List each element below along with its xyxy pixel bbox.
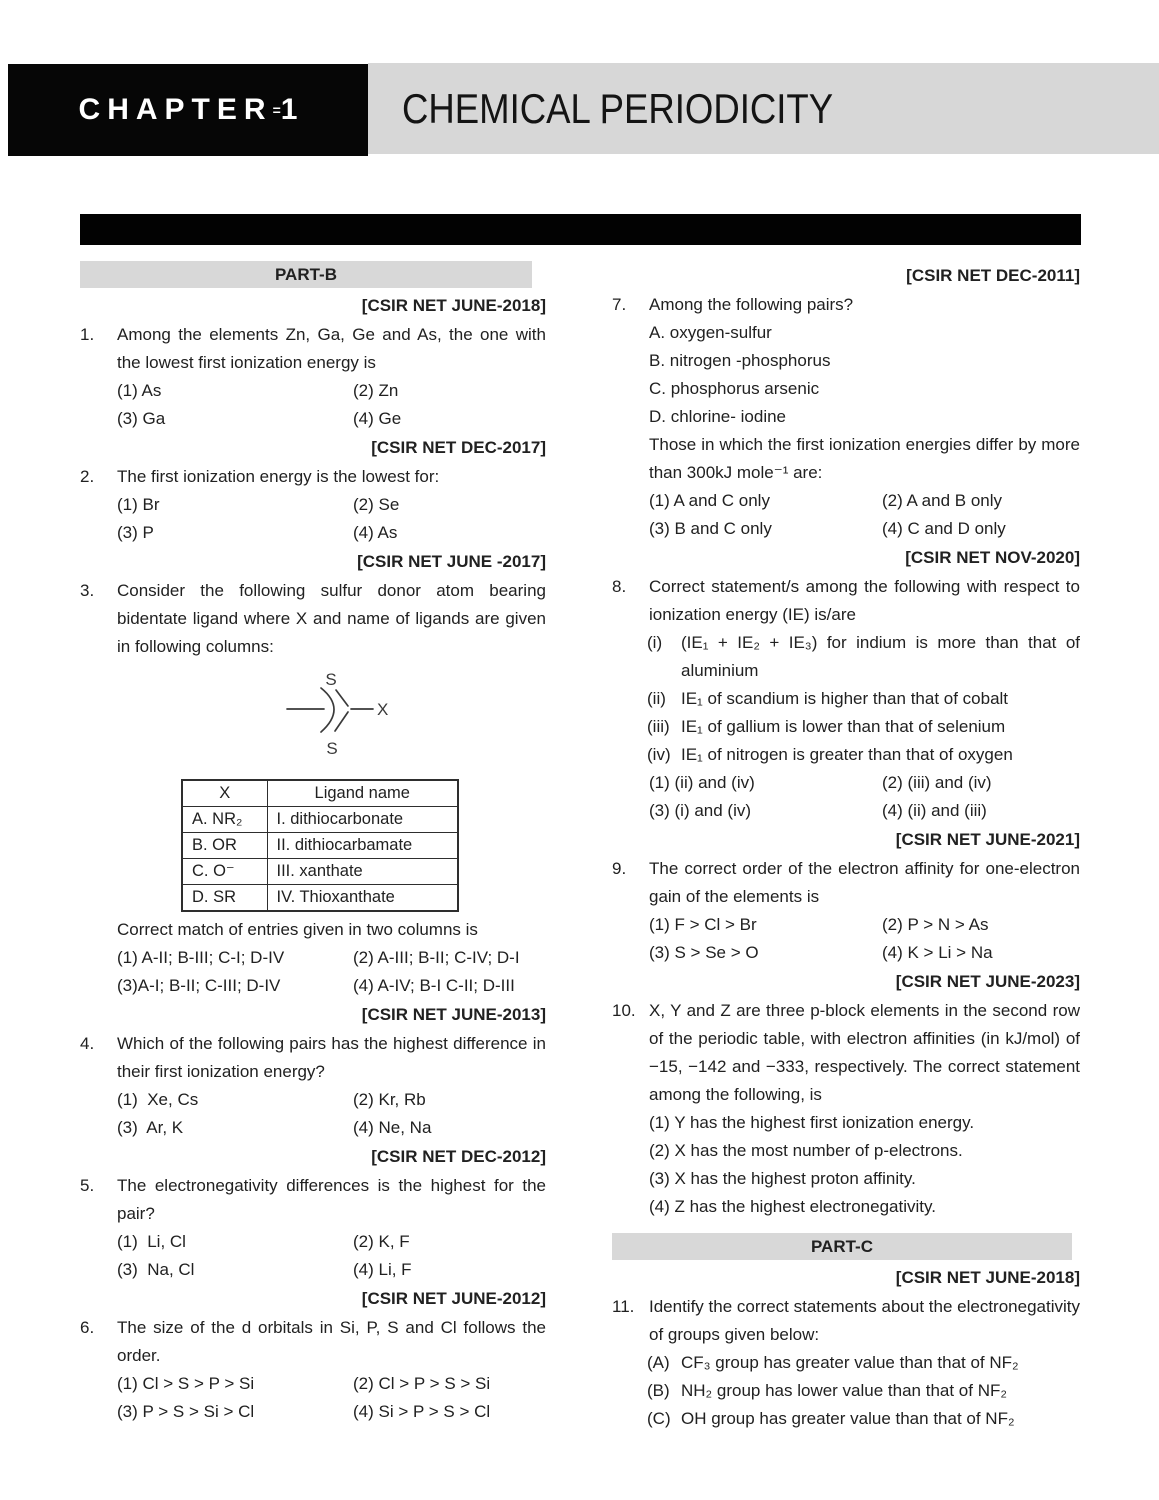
answer-statement: (1) Y has the highest first ionization energy.	[649, 1113, 975, 1132]
question-number: 7.	[612, 295, 627, 314]
table-row	[182, 859, 458, 885]
table-header-row	[182, 780, 458, 807]
item-label: (i)	[647, 633, 663, 652]
option: (1) Br	[117, 495, 160, 514]
citation-q9: [CSIR NET JUNE-2021]	[895, 830, 1080, 849]
citation-q8: [CSIR NET NOV-2020]	[905, 548, 1080, 567]
option: (3) P	[117, 523, 154, 542]
option: (4) (ii) and (iii)	[882, 801, 987, 820]
item-label: (C)	[647, 1409, 671, 1428]
question-number: 1.	[80, 325, 95, 344]
option: (4) As	[353, 523, 398, 542]
cell-ligand: IV. Thioxanthate	[267, 885, 458, 912]
options-q8	[649, 769, 1080, 825]
table-row	[182, 807, 458, 833]
black-divider-bar	[80, 214, 1081, 245]
options-q5	[117, 1228, 546, 1284]
cell-ligand: III. xanthate	[267, 859, 458, 885]
option: (1) F > Cl > Br	[649, 915, 757, 934]
question-text: Among the following pairs?	[649, 295, 854, 314]
left-column	[80, 261, 546, 1427]
options-q4	[117, 1086, 546, 1142]
sulfur-bottom-label: S	[325, 739, 338, 758]
cell-x: C. O⁻	[182, 859, 267, 885]
answer-statement: (4) Z has the highest electronegativity.	[649, 1197, 936, 1216]
options-q3	[117, 944, 546, 1000]
table-row	[182, 833, 458, 859]
item-label: (iv)	[647, 745, 671, 764]
question-text: The electronegativity differences is the highest for the pair?	[117, 1176, 546, 1223]
page-title: CHEMICAL PERIODICITY	[402, 84, 834, 132]
option: (3) P > S > Si > Cl	[117, 1402, 255, 1421]
cell-ligand: I. dithiocarbonate	[267, 807, 458, 833]
question-3	[80, 577, 546, 1000]
question-text: X, Y and Z are three p-block elements in the second row of the periodic table, with electron affinities (in kJ/mol) of −15, −142 and −333, respectively. The correct statement among the following, is	[649, 1001, 1080, 1104]
question-9	[612, 855, 1080, 967]
chapter-label	[78, 93, 298, 126]
bond-bottom	[335, 712, 348, 731]
item-text: NH₂ group has lower value than that of NF₂	[681, 1381, 1007, 1400]
column-header-ligand-name: Ligand name	[267, 780, 458, 807]
item-label: (A)	[647, 1353, 670, 1372]
option: (2) (iii) and (iv)	[882, 773, 992, 792]
option: (3) Na, Cl	[117, 1260, 195, 1279]
question-text-continued: Those in which the first ionization energies differ by more than 300kJ mole⁻¹ are:	[649, 435, 1080, 482]
section-header-part-b: PART-B	[80, 261, 532, 288]
question-text: The correct order of the electron affinity for one-electron gain of the elements is	[649, 859, 1080, 906]
option: (4) A-IV; B-I C-II; D-III	[353, 976, 515, 995]
item-text: CF₃ group has greater value than that of NF₂	[681, 1353, 1019, 1372]
question-8	[612, 573, 1080, 825]
cell-x: D. SR	[182, 885, 267, 912]
right-column	[612, 261, 1080, 1434]
question-number: 10.	[612, 1001, 636, 1020]
option: (3)A-I; B-II; C-III; D-IV	[117, 976, 281, 995]
item-text: IE₁ of gallium is lower than that of selenium	[681, 717, 1006, 736]
delocalization-arc	[321, 688, 334, 732]
citation-q10: [CSIR NET JUNE-2023]	[895, 972, 1080, 991]
options-q6	[117, 1370, 546, 1426]
question-text: Identify the correct statements about the electronegativity of groups given below:	[649, 1297, 1080, 1344]
option: (1) Li, Cl	[117, 1232, 186, 1251]
option: (4) C and D only	[882, 519, 1006, 538]
question-text: The first ionization energy is the lowest for:	[117, 467, 440, 486]
option: (3) (i) and (iv)	[649, 801, 752, 820]
citation-q2: [CSIR NET DEC-2017]	[371, 438, 546, 457]
question-number: 11.	[612, 1297, 635, 1316]
option: (4) Ne, Na	[353, 1118, 432, 1137]
question-text: Consider the following sulfur donor atom bearing bidentate ligand where X and name of ligands are given in following columns:	[117, 581, 546, 656]
statement-item	[647, 629, 1080, 685]
option: (4) Si > P > S > Cl	[353, 1402, 491, 1421]
statement-item	[647, 1377, 1080, 1405]
question-text: Among the elements Zn, Ga, Ge and As, the one with the lowest first ionization energy is	[117, 325, 546, 372]
pair-item: B. nitrogen -phosphorus	[649, 351, 831, 370]
chapter-separator: =	[272, 102, 281, 118]
options-q2	[117, 491, 546, 547]
question-number: 8.	[612, 577, 627, 596]
item-label: (B)	[647, 1381, 670, 1400]
answer-statement: (3) X has the highest proton affinity.	[649, 1169, 916, 1188]
cell-x: A. NR₂	[182, 807, 267, 833]
options-q9	[649, 911, 1080, 967]
chapter-number: 1	[280, 93, 298, 126]
question-text: Correct statement/s among the following with respect to ionization energy (IE) is/are	[649, 577, 1080, 624]
section-header-part-c: PART-C	[612, 1233, 1072, 1260]
citation-q1: [CSIR NET JUNE-2018]	[361, 296, 546, 315]
question-text: The size of the d orbitals in Si, P, S and Cl follows the order.	[117, 1318, 546, 1365]
question-10	[612, 997, 1080, 1221]
x-substituent-label: X	[376, 700, 388, 719]
chapter-banner	[8, 64, 368, 156]
question-number: 3.	[80, 581, 95, 600]
column-header-x: X	[182, 780, 267, 807]
statement-item	[647, 713, 1080, 741]
option: (4) Ge	[353, 409, 402, 428]
citation-q4: [CSIR NET JUNE-2013]	[361, 1005, 546, 1024]
citation-q5: [CSIR NET DEC-2012]	[371, 1147, 546, 1166]
question-6	[80, 1314, 546, 1426]
option: (3) Ga	[117, 409, 166, 428]
question-1	[80, 321, 546, 433]
question-number: 9.	[612, 859, 627, 878]
question-number: 5.	[80, 1176, 95, 1195]
option: (3) Ar, K	[117, 1118, 184, 1137]
option: (2) Cl > P > S > Si	[353, 1374, 491, 1393]
pair-item: A. oxygen-sulfur	[649, 323, 772, 342]
citation-q7: [CSIR NET DEC-2011]	[906, 266, 1080, 285]
ligand-structure-diagram	[274, 666, 404, 766]
option: (2) Kr, Rb	[353, 1090, 426, 1109]
item-text: IE₁ of nitrogen is greater than that of oxygen	[681, 745, 1013, 764]
question-7	[612, 291, 1080, 543]
item-text: (IE₁ + IE₂ + IE₃) for indium is more than that of aluminium	[681, 633, 1080, 680]
question-number: 6.	[80, 1318, 95, 1337]
pair-item: D. chlorine- iodine	[649, 407, 787, 426]
option: (3) S > Se > O	[649, 943, 759, 962]
option: (1) A and C only	[649, 491, 770, 510]
options-q1	[117, 377, 546, 433]
option: (4) K > Li > Na	[882, 943, 993, 962]
question-number: 2.	[80, 467, 95, 486]
option: (4) Li, F	[353, 1260, 412, 1279]
question-4	[80, 1030, 546, 1142]
item-label: (iii)	[647, 717, 670, 736]
statement-item	[647, 1349, 1080, 1377]
ligand-diagram-wrap	[131, 666, 546, 775]
question-11	[612, 1293, 1080, 1433]
chapter-title-bar	[368, 63, 1159, 154]
question-number: 4.	[80, 1034, 95, 1053]
question-text: Which of the following pairs has the highest difference in their first ionization energy?	[117, 1034, 546, 1081]
citation-q6: [CSIR NET JUNE-2012]	[361, 1289, 546, 1308]
option: (2) A-III; B-II; C-IV; D-I	[353, 948, 520, 967]
item-text: IE₁ of scandium is higher than that of cobalt	[681, 689, 1009, 708]
ligand-table	[181, 779, 459, 912]
option: (2) Se	[353, 495, 400, 514]
answer-statement: (2) X has the most number of p-electrons.	[649, 1141, 963, 1160]
option: (1) As	[117, 381, 162, 400]
option: (3) B and C only	[649, 519, 772, 538]
option: (1) A-II; B-III; C-I; D-IV	[117, 948, 285, 967]
option: (2) K, F	[353, 1232, 410, 1251]
cell-x: B. OR	[182, 833, 267, 859]
chapter-word: CHAPTER	[78, 93, 273, 126]
table-row	[182, 885, 458, 912]
pair-item: C. phosphorus arsenic	[649, 379, 820, 398]
sulfur-top-label: S	[324, 670, 337, 689]
option: (2) A and B only	[882, 491, 1003, 510]
item-text: OH group has greater value than that of NF₂	[681, 1409, 1015, 1428]
question-2	[80, 463, 546, 547]
citation-q3: [CSIR NET JUNE -2017]	[357, 552, 546, 571]
option: (1) Cl > S > P > Si	[117, 1374, 255, 1393]
statement-item	[647, 741, 1080, 769]
option: (2) Zn	[353, 381, 399, 400]
option: (1) (ii) and (iv)	[649, 773, 755, 792]
match-line: Correct match of entries given in two columns is	[117, 920, 478, 939]
cell-ligand: II. dithiocarbamate	[267, 833, 458, 859]
statement-item	[647, 1405, 1080, 1433]
citation-q11: [CSIR NET JUNE-2018]	[895, 1268, 1080, 1287]
option: (2) P > N > As	[882, 915, 989, 934]
bond-top	[336, 690, 348, 706]
statement-item	[647, 685, 1080, 713]
options-q7	[649, 487, 1080, 543]
option: (1) Xe, Cs	[117, 1090, 199, 1109]
question-5	[80, 1172, 546, 1284]
item-label: (ii)	[647, 689, 666, 708]
